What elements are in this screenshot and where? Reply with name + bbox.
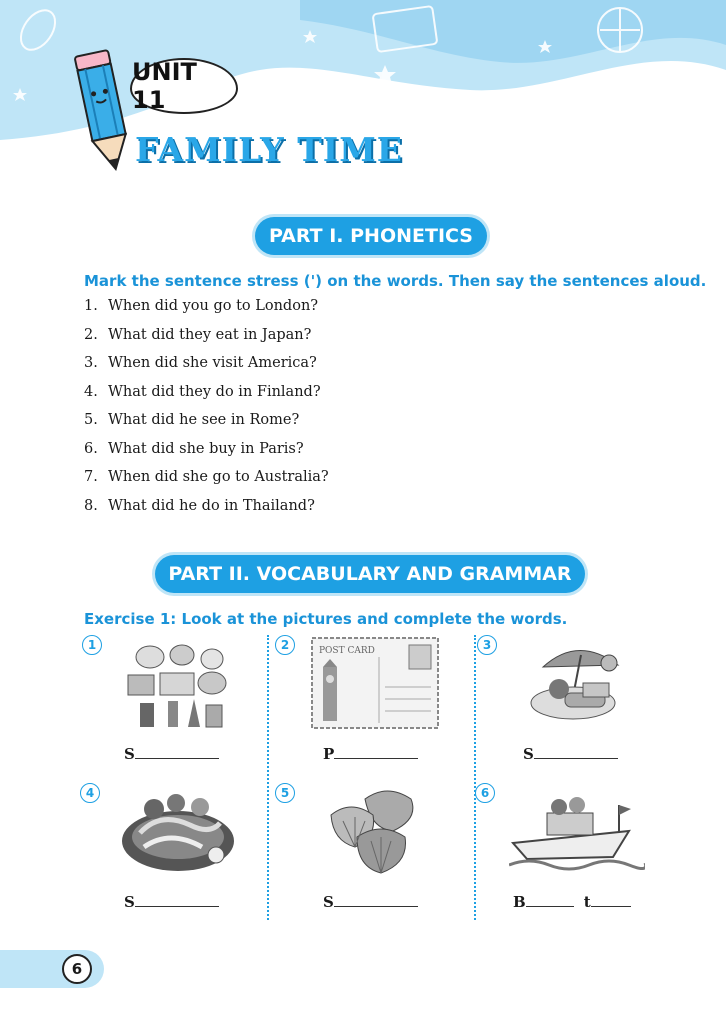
list-item <box>84 327 329 356</box>
blank-input[interactable] <box>334 893 418 907</box>
boat-icon <box>509 785 645 877</box>
item-number: 3. <box>84 355 98 371</box>
postcard-icon <box>311 637 439 729</box>
pencil-mascot-icon <box>74 44 134 174</box>
answer-line <box>124 893 219 911</box>
answer-middle: t <box>583 893 591 911</box>
part1-instruction: Mark the sentence stress (') on the words. Then say the sentences aloud. <box>84 272 707 290</box>
answer-prefix: S <box>124 745 135 763</box>
item-number: 8. <box>84 497 98 514</box>
exercise1-instruction: Exercise 1: Look at the pictures and complete the words. <box>84 610 568 628</box>
postcard-text: POST CARD <box>319 646 375 656</box>
item-number-badge: 1 <box>82 635 102 655</box>
sentence-text: What did they eat in Japan? <box>108 326 312 343</box>
item-number: 5. <box>84 412 98 428</box>
exercise-item <box>80 635 274 775</box>
item-number: 2. <box>84 326 98 343</box>
seafood-icon <box>120 785 236 877</box>
sentence-list <box>84 298 329 526</box>
list-item <box>84 412 329 441</box>
list-item <box>84 441 329 470</box>
souvenirs-icon <box>120 637 230 729</box>
blank-input[interactable] <box>135 745 219 759</box>
list-item <box>84 469 329 498</box>
list-item <box>84 384 329 413</box>
unit-title: FAMILY TIME <box>135 130 403 169</box>
answer-line <box>513 893 631 911</box>
list-item <box>84 498 329 527</box>
answer-prefix: P <box>323 745 335 763</box>
blank-input[interactable] <box>534 745 618 759</box>
item-number-badge: 5 <box>275 783 295 803</box>
answer-prefix: S <box>523 745 534 763</box>
answer-line <box>323 893 418 911</box>
part1-title: PART I. PHONETICS <box>255 217 487 255</box>
exercise-item <box>275 783 469 923</box>
item-number-badge: 2 <box>275 635 295 655</box>
item-number-badge: 4 <box>80 783 100 803</box>
exercise-item <box>275 635 469 775</box>
blank-input[interactable] <box>135 893 219 907</box>
item-number: 6. <box>84 440 98 457</box>
sentence-text: What did he see in Rome? <box>108 412 300 428</box>
sentence-text: When did she visit America? <box>108 355 317 371</box>
sunbathing-icon <box>523 637 633 729</box>
exercise-item <box>475 635 669 775</box>
sentence-text: What did he do in Thailand? <box>108 497 315 514</box>
answer-line <box>323 745 418 763</box>
page-number: 6 <box>62 954 92 984</box>
answer-line <box>523 745 618 763</box>
exercise-item <box>475 783 669 923</box>
answer-prefix: S <box>124 893 135 911</box>
unit-label: UNIT 11 <box>130 58 238 114</box>
sentence-text: When did you go to London? <box>108 298 319 314</box>
blank-input[interactable] <box>334 745 418 759</box>
exercise-item <box>80 783 274 923</box>
item-number-badge: 6 <box>475 783 495 803</box>
part2-title: PART II. VOCABULARY AND GRAMMAR <box>155 555 585 593</box>
blank-input[interactable] <box>591 893 631 907</box>
sentence-text: When did she go to Australia? <box>108 469 329 485</box>
item-number: 1. <box>84 298 98 314</box>
list-item <box>84 298 329 327</box>
item-number-badge: 3 <box>477 635 497 655</box>
sentence-text: What did they do in Finland? <box>108 383 321 400</box>
sentence-text: What did she buy in Paris? <box>108 440 304 457</box>
list-item <box>84 355 329 384</box>
picture-grid <box>80 635 660 920</box>
blank-input[interactable] <box>526 893 574 907</box>
answer-prefix: S <box>323 893 334 911</box>
answer-prefix: B <box>513 893 526 911</box>
item-number: 7. <box>84 469 98 485</box>
answer-line <box>124 745 219 763</box>
shells-icon <box>327 785 423 877</box>
item-number: 4. <box>84 383 98 400</box>
